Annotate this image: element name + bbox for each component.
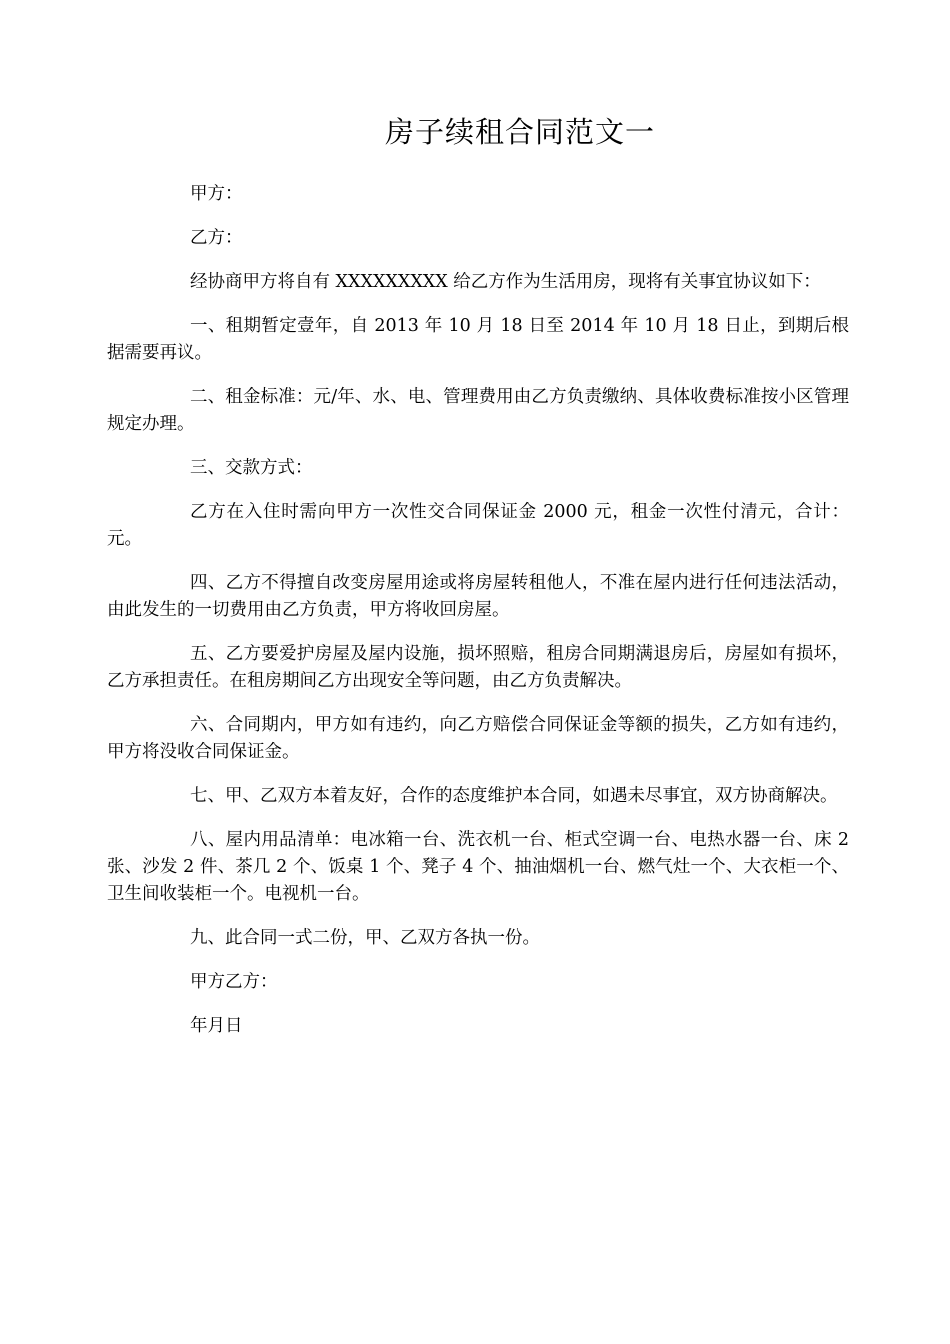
party-a-line: 甲方：	[190, 184, 243, 204]
clause-4: 四、乙方不得擅自改变房屋用途或将房屋转租他人，不准在屋内进行任何违法活动，由此发生的一切费用由乙方负责，甲方将收回房屋。	[107, 573, 849, 620]
clause-7: 七、甲、乙双方本着友好，合作的态度维护本合同，如遇未尽事宜，双方协商解决。	[190, 786, 838, 806]
signature-line: 甲方乙方：	[190, 972, 278, 992]
clause-3-heading: 三、交款方式：	[190, 458, 313, 478]
clause-3-body: 乙方在入住时需向甲方一次性交合同保证金 2000 元，租金一次性付清元，合计：元。	[107, 502, 849, 549]
clause-1: 一、租期暂定壹年，自 2013 年 10 月 18 日至 2014 年 10 月 18 日止，到期后根据需要再议。	[107, 316, 849, 363]
clause-5: 五、乙方要爱护房屋及屋内设施，损坏照赔，租房合同期满退房后，房屋如有损坏，乙方承担责任。在租房期间乙方出现安全等问题，由乙方负责解决。	[107, 644, 849, 691]
date-line: 年月日	[190, 1016, 243, 1036]
party-b-line: 乙方：	[190, 228, 243, 248]
clause-8: 八、屋内用品清单：电冰箱一台、洗衣机一台、柜式空调一台、电热水器一台、床 2 张、沙发 2 件、茶几 2 个、饭桌 1 个、凳子 4 个、抽油烟机一台、燃气灶一个、大衣柜一个、卫生间收装柜一个。电视机一台。	[107, 830, 849, 904]
document-title: 房子续租合同范文一	[385, 115, 656, 149]
clause-9: 九、此合同一式二份，甲、乙双方各执一份。	[190, 928, 540, 948]
clause-6: 六、合同期内，甲方如有违约，向乙方赔偿合同保证金等额的损失，乙方如有违约，甲方将没收合同保证金。	[107, 715, 849, 762]
clause-2: 二、租金标准：元/年、水、电、管理费用由乙方负责缴纳、具体收费标准按小区管理规定办理。	[107, 387, 849, 434]
document-body	[107, 181, 849, 1057]
intro-paragraph: 经协商甲方将自有 XXXXXXXXX 给乙方作为生活用房，现将有关事宜协议如下：	[190, 272, 821, 292]
